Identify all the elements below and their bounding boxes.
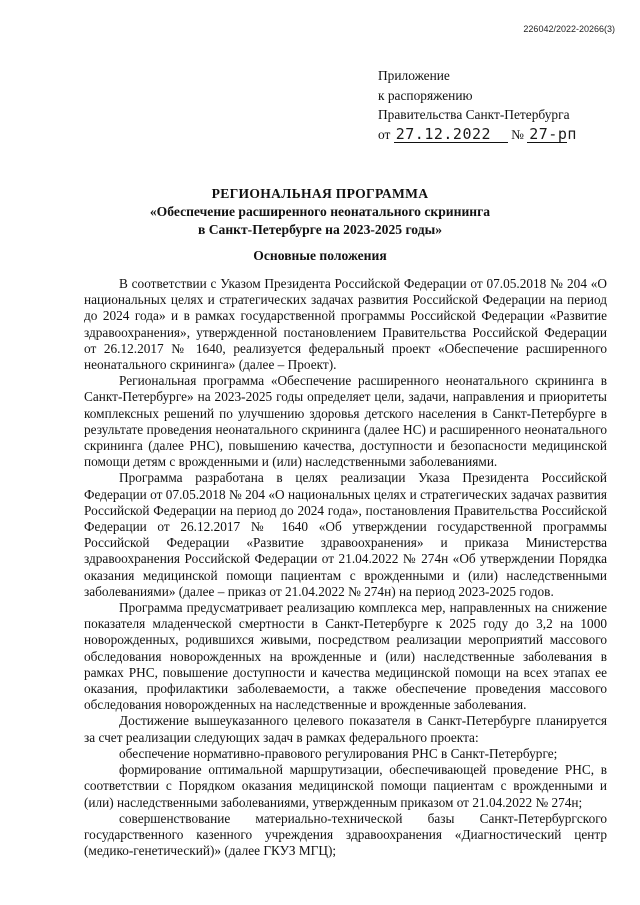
appendix-line-2: к распоряжению bbox=[378, 87, 473, 103]
paragraph-7: формирование оптимальной маршрутизации, обеспечивающей проведение РНС, в соответствии с Порядком оказания медицинской помощи пациентам с врожденными и (или) наследственными заболеваниями, утвержденным приказом от 21.04.2022 № 274н; bbox=[84, 762, 607, 810]
document-body bbox=[84, 276, 607, 859]
appendix-line-1: Приложение bbox=[378, 68, 450, 83]
paragraph-8: совершенствование материально-технической базы Санкт-Петербургского государственного казенного учреждения здравоохранения «Диагностический центр (медико-генетический)» (далее ГКУЗ МГЦ); bbox=[84, 810, 607, 859]
program-title bbox=[0, 185, 640, 239]
paragraph-3: Программа разработана в целях реализации Указа Президента Российской Федерации от 07.05.2018 № 204 «О национальных целях и стратегических задачах развития Российской Федерации на период до 2024 года», постановления Правительства Российской Федерации от 26.12.2017 № 1640 «Об утверждении государственной программы Российской Федерации «Развитие здравоохранения» и приказа Министерства здравоохранения Российской Федерации от 21.04.2022 № 274н «Об утверждении Порядка оказания медицинской помощи пациентам с врожденными и (или) наследственными заболеваниями» (далее – приказ от 21.04.2022 № 274н) на период 2023-2025 годов. bbox=[84, 470, 607, 599]
section-title: Основные положения bbox=[253, 248, 387, 263]
handwritten-number: 27-рп bbox=[529, 124, 577, 143]
paragraph-4: Программа предусматривает реализацию комплекса мер, направленных на снижение показателя младенческой смертности в Санкт-Петербурге к 2025 году до 3,2 на 1000 новорожденных, родившихся живыми, посредством реализации мероприятий массового обследования новорожденных на врожденные и (или) наследственные заболевания в рамках РНС, повышение доступности и качества медицинской помощи на всех этапах ее оказания, профилактики заболеваемости, а также обеспечение проведения массового обследования новорожденных на наследственные и врожденные заболевания. bbox=[84, 600, 607, 713]
title-line-3: в Санкт-Петербурге на 2023-2025 годы» bbox=[197, 222, 443, 237]
paragraph-5: Достижение вышеуказанного целевого показателя в Санкт-Петербурге планируется за счет реализации следующих задач в рамках федерального проекта: bbox=[84, 713, 607, 745]
number-label: № bbox=[511, 126, 524, 142]
title-line-1: РЕГИОНАЛЬНАЯ ПРОГРАММА bbox=[211, 186, 429, 201]
title-line-2: «Обеспечение расширенного неонатального скрининга bbox=[149, 204, 491, 219]
paragraph-2: Региональная программа «Обеспечение расширенного неонатального скрининга в Санкт-Петербурге» на 2023-2025 годы определяет цели, задачи, направления и приоритеты комплексных решений по улучшению здоровья детского населения в Санкт-Петербурге в результате проведения неонатального скрининга (далее НС) и расширенного неонатального скрининга (далее РНС), повышению качества, доступности и безопасности медицинской помощи детям с врожденными и (или) наследственными заболеваниями. bbox=[84, 373, 607, 470]
document-number: 226042/2022-20266(3) bbox=[523, 24, 615, 34]
appendix-block bbox=[378, 66, 577, 144]
handwritten-date: 27.12.2022 bbox=[394, 127, 508, 143]
appendix-date-number-line bbox=[378, 124, 577, 145]
paragraph-6: обеспечение нормативно-правового регулирования РНС в Санкт-Петербурге; bbox=[119, 745, 558, 761]
from-label: от bbox=[378, 126, 391, 142]
paragraph-1: В соответствии с Указом Президента Российской Федерации от 07.05.2018 № 204 «О национальных целях и стратегических задачах развития Российской Федерации на период до 2024 года» и в рамках государственной программы Российской Федерации «Развитие здравоохранения», утвержденной постановлением Правительства Российской Федерации от 26.12.2017 № 1640, реализуется федеральный проект «Обеспечение расширенного неонатального скрининга» (далее – Проект). bbox=[84, 276, 607, 373]
appendix-line-3: Правительства Санкт-Петербурга bbox=[378, 107, 570, 122]
